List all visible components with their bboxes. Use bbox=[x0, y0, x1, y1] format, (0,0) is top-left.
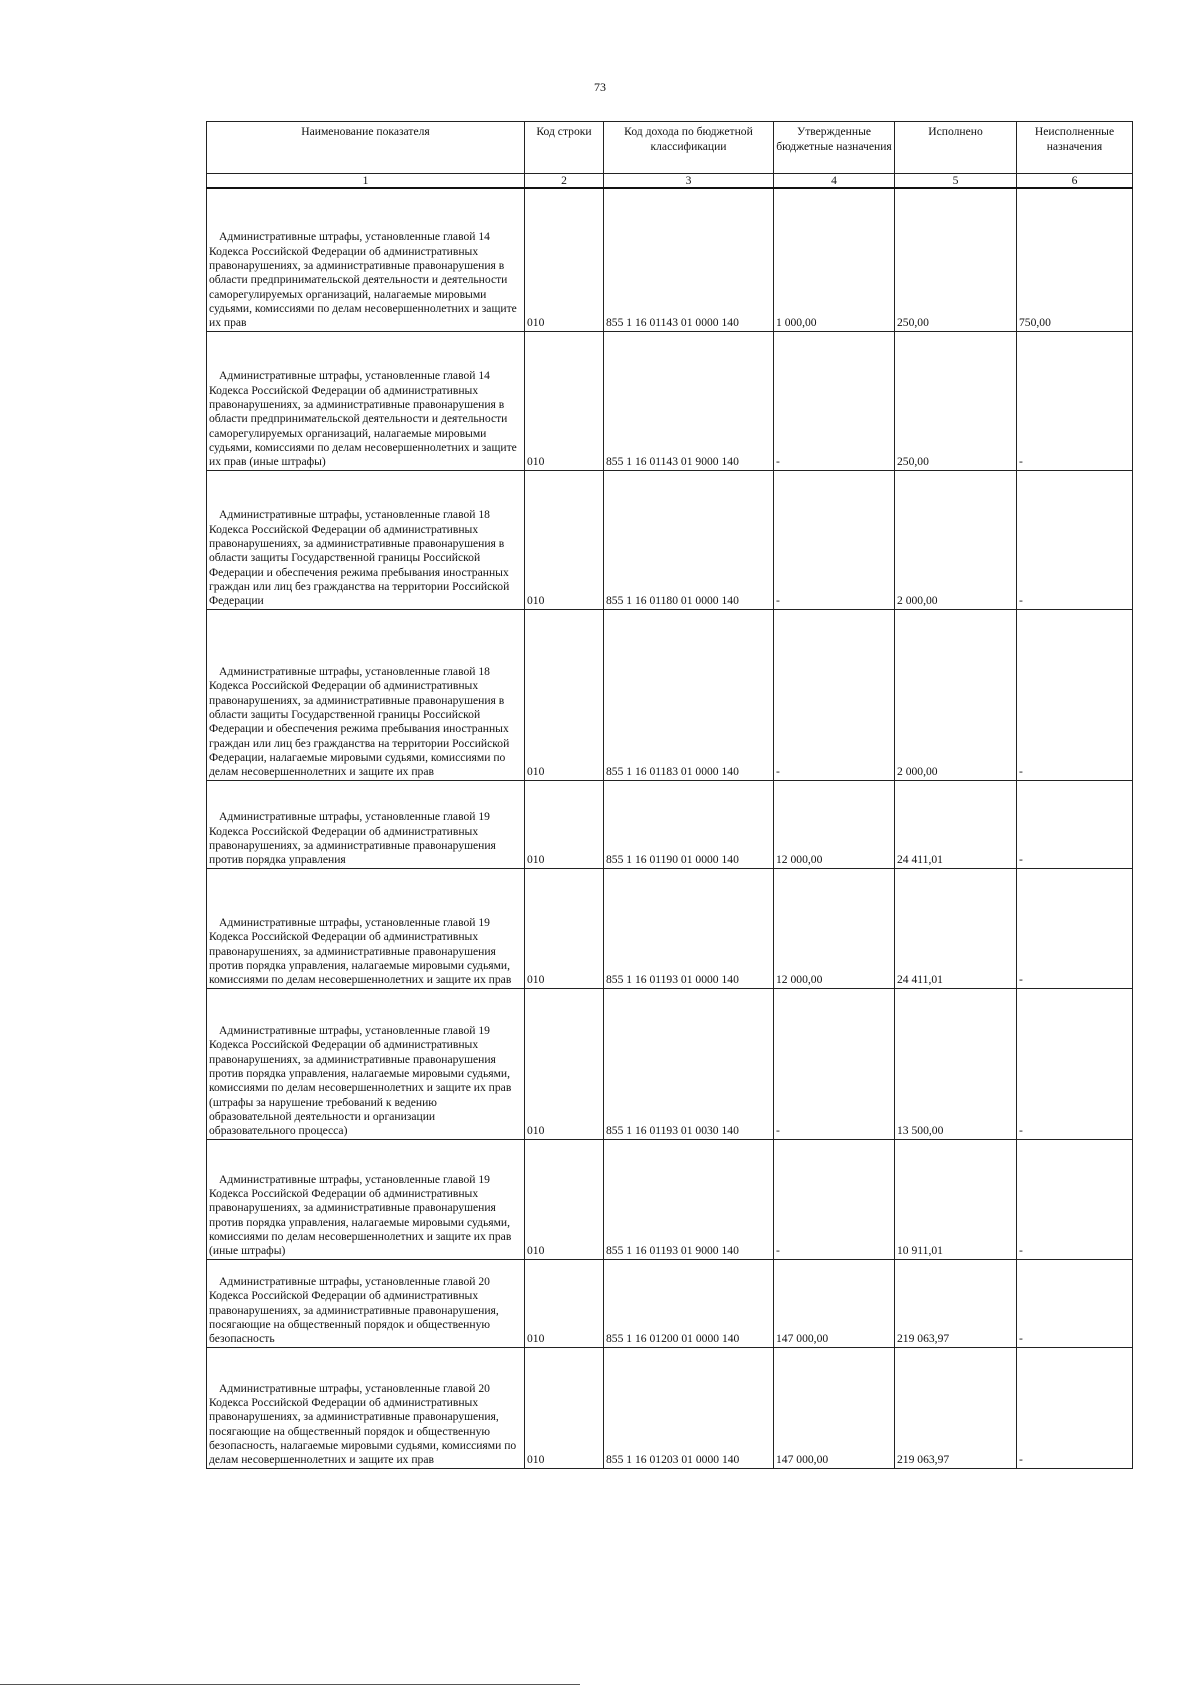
indicator-name: Административные штрафы, установленные главой 20 Кодекса Российской Федерации об административных правонарушениях, за административные правонарушения, посягающие на общественный порядок и общественную безопасность bbox=[207, 1259, 525, 1347]
column-number: 4 bbox=[774, 174, 895, 189]
approved-amount: 12 000,00 bbox=[774, 868, 895, 988]
unexecuted-amount: - bbox=[1017, 1259, 1133, 1347]
table-row bbox=[207, 868, 1133, 988]
unexecuted-amount: - bbox=[1017, 988, 1133, 1139]
executed-amount: 10 911,01 bbox=[895, 1139, 1017, 1259]
income-code: 855 1 16 01193 01 0000 140 bbox=[604, 868, 774, 988]
income-code: 855 1 16 01190 01 0000 140 bbox=[604, 780, 774, 868]
line-code: 010 bbox=[525, 331, 604, 470]
table-row bbox=[207, 1139, 1133, 1259]
approved-amount: - bbox=[774, 988, 895, 1139]
scan-edge-line bbox=[0, 1684, 580, 1685]
budget-execution-table bbox=[206, 121, 1133, 1469]
indicator-name: Административные штрафы, установленные главой 14 Кодекса Российской Федерации об административных правонарушениях, за административные правонарушения в области предпринимательской деятельности и деятельности саморегулируемых организаций, налагаемые мировыми судьями, комиссиями по делам несовершеннолетних и защите их прав bbox=[207, 188, 525, 331]
indicator-name: Административные штрафы, установленные главой 18 Кодекса Российской Федерации об административных правонарушениях, за административные правонарушения в области защиты Государственной границы Российской Федерации и обеспечения режима пребывания иностранных граждан или лиц без гражданства на территории Российской Федерации bbox=[207, 470, 525, 609]
unexecuted-amount: - bbox=[1017, 470, 1133, 609]
table-row bbox=[207, 1259, 1133, 1347]
income-code: 855 1 16 01203 01 0000 140 bbox=[604, 1347, 774, 1468]
line-code: 010 bbox=[525, 1259, 604, 1347]
column-number: 6 bbox=[1017, 174, 1133, 189]
executed-amount: 24 411,01 bbox=[895, 868, 1017, 988]
approved-amount: 147 000,00 bbox=[774, 1347, 895, 1468]
unexecuted-amount: - bbox=[1017, 1347, 1133, 1468]
table-row bbox=[207, 988, 1133, 1139]
approved-amount: - bbox=[774, 609, 895, 780]
line-code: 010 bbox=[525, 609, 604, 780]
line-code: 010 bbox=[525, 1139, 604, 1259]
indicator-name: Административные штрафы, установленные главой 18 Кодекса Российской Федерации об административных правонарушениях, за административные правонарушения в области защиты Государственной границы Российской Федерации и обеспечения режима пребывания иностранных граждан или лиц без гражданства на территории Российской Федерации, налагаемые мировыми судьями, комиссиями по делам несовершеннолетних и защите их прав bbox=[207, 609, 525, 780]
unexecuted-amount: - bbox=[1017, 331, 1133, 470]
indicator-name: Административные штрафы, установленные главой 19 Кодекса Российской Федерации об административных правонарушениях, за административные правонарушения против порядка управления, налагаемые мировыми судьями, комиссиями по делам несовершеннолетних и защите их прав (штрафы за нарушение требований к ведению образовательной деятельности и организации образовательного процесса) bbox=[207, 988, 525, 1139]
approved-amount: - bbox=[774, 470, 895, 609]
income-code: 855 1 16 01193 01 0030 140 bbox=[604, 988, 774, 1139]
income-code: 855 1 16 01143 01 9000 140 bbox=[604, 331, 774, 470]
header-unexecuted: Неисполненные назначения bbox=[1017, 122, 1133, 174]
approved-amount: - bbox=[774, 331, 895, 470]
indicator-name: Административные штрафы, установленные главой 19 Кодекса Российской Федерации об административных правонарушениях, за административные правонарушения против порядка управления bbox=[207, 780, 525, 868]
line-code: 010 bbox=[525, 988, 604, 1139]
income-code: 855 1 16 01193 01 9000 140 bbox=[604, 1139, 774, 1259]
unexecuted-amount: - bbox=[1017, 780, 1133, 868]
column-number: 3 bbox=[604, 174, 774, 189]
line-code: 010 bbox=[525, 470, 604, 609]
line-code: 010 bbox=[525, 1347, 604, 1468]
table-row bbox=[207, 331, 1133, 470]
executed-amount: 250,00 bbox=[895, 188, 1017, 331]
header-approved: Утвержденные бюджетные назначения bbox=[774, 122, 895, 174]
line-code: 010 bbox=[525, 780, 604, 868]
executed-amount: 219 063,97 bbox=[895, 1347, 1017, 1468]
income-code: 855 1 16 01180 01 0000 140 bbox=[604, 470, 774, 609]
income-code: 855 1 16 01200 01 0000 140 bbox=[604, 1259, 774, 1347]
indicator-name: Административные штрафы, установленные главой 14 Кодекса Российской Федерации об административных правонарушениях, за административные правонарушения в области предпринимательской деятельности и деятельности саморегулируемых организаций, налагаемые мировыми судьями, комиссиями по делам несовершеннолетних и защите их прав (иные штрафы) bbox=[207, 331, 525, 470]
indicator-name: Административные штрафы, установленные главой 20 Кодекса Российской Федерации об административных правонарушениях, за административные правонарушения, посягающие на общественный порядок и общественную безопасность, налагаемые мировыми судьями, комиссиями по делам несовершеннолетних и защите их прав bbox=[207, 1347, 525, 1468]
table-row bbox=[207, 470, 1133, 609]
table-header-row bbox=[207, 122, 1133, 174]
header-income-code: Код дохода по бюджетной классификации bbox=[604, 122, 774, 174]
approved-amount: - bbox=[774, 1139, 895, 1259]
unexecuted-amount: - bbox=[1017, 1139, 1133, 1259]
executed-amount: 219 063,97 bbox=[895, 1259, 1017, 1347]
approved-amount: 1 000,00 bbox=[774, 188, 895, 331]
line-code: 010 bbox=[525, 868, 604, 988]
header-indicator-name: Наименование показателя bbox=[207, 122, 525, 174]
column-number: 1 bbox=[207, 174, 525, 189]
unexecuted-amount: - bbox=[1017, 868, 1133, 988]
executed-amount: 250,00 bbox=[895, 331, 1017, 470]
executed-amount: 2 000,00 bbox=[895, 609, 1017, 780]
table-row bbox=[207, 780, 1133, 868]
approved-amount: 147 000,00 bbox=[774, 1259, 895, 1347]
column-number: 2 bbox=[525, 174, 604, 189]
header-line-code: Код строки bbox=[525, 122, 604, 174]
executed-amount: 24 411,01 bbox=[895, 780, 1017, 868]
page-number: 73 bbox=[594, 80, 606, 94]
table-row bbox=[207, 609, 1133, 780]
unexecuted-amount: - bbox=[1017, 609, 1133, 780]
indicator-name: Административные штрафы, установленные главой 19 Кодекса Российской Федерации об административных правонарушениях, за административные правонарушения против порядка управления, налагаемые мировыми судьями, комиссиями по делам несовершеннолетних и защите их прав bbox=[207, 868, 525, 988]
indicator-name: Административные штрафы, установленные главой 19 Кодекса Российской Федерации об административных правонарушениях, за административные правонарушения против порядка управления, налагаемые мировыми судьями, комиссиями по делам несовершеннолетних и защите их прав (иные штрафы) bbox=[207, 1139, 525, 1259]
column-number-row bbox=[207, 174, 1133, 189]
approved-amount: 12 000,00 bbox=[774, 780, 895, 868]
table-row bbox=[207, 1347, 1133, 1468]
line-code: 010 bbox=[525, 188, 604, 331]
executed-amount: 2 000,00 bbox=[895, 470, 1017, 609]
executed-amount: 13 500,00 bbox=[895, 988, 1017, 1139]
unexecuted-amount: 750,00 bbox=[1017, 188, 1133, 331]
column-number: 5 bbox=[895, 174, 1017, 189]
income-code: 855 1 16 01183 01 0000 140 bbox=[604, 609, 774, 780]
table-row bbox=[207, 188, 1133, 331]
header-executed: Исполнено bbox=[895, 122, 1017, 174]
income-code: 855 1 16 01143 01 0000 140 bbox=[604, 188, 774, 331]
